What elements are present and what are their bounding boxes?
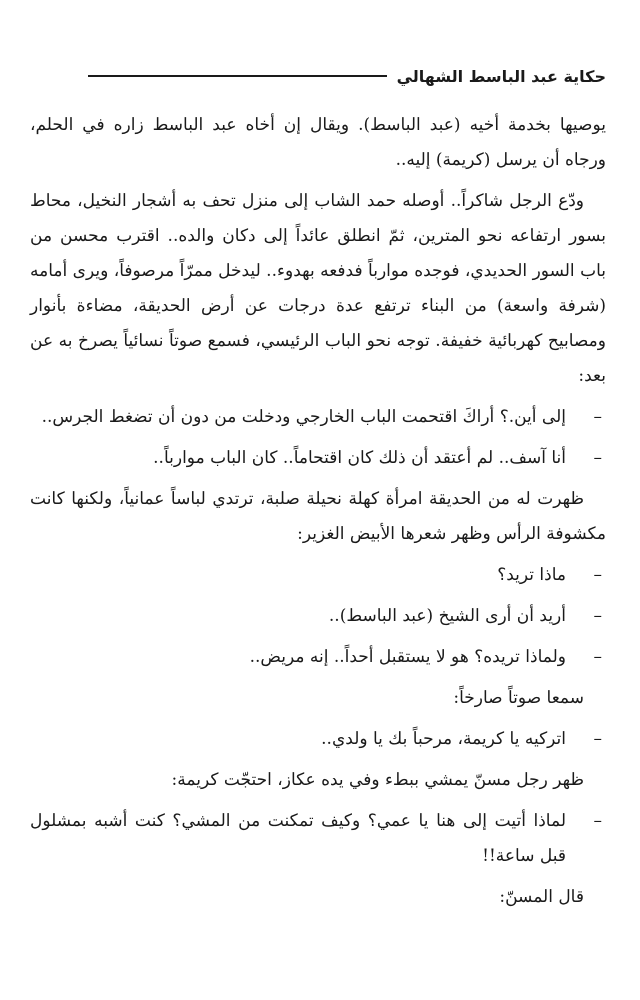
- paragraph: ودّع الرجل شاكراً.. أوصله حمد الشاب إلى منزل تحف به أشجار النخيل، محاط بسور ارتفاعه نحو المترين، ثمّ انطلق عائداً إلى دكان والده.. اقترب محسن من باب السور الحديدي، فوجده موارباً فدفعه بهدوء.. ليدخل ممرّاً مرصوفاً، ويرى أمامه (شرفة واسعة) من البناء ترتفع عدة درجات عن أرض الحديقة، مضاءة بأنوار ومصابيح كهربائية خفيفة. توجه نحو الباب الرئيسي، فسمع صوتاً نسائياً يصرخ به عن بعد:: [30, 191, 606, 386]
- paragraph: سمعا صوتاً صارخاً:: [453, 688, 584, 708]
- dialogue-text: أريد أن أرى الشيخ (عبد الباسط)..: [328, 606, 566, 626]
- dialogue-dash: –: [593, 606, 602, 626]
- dialogue-line: [30, 558, 606, 593]
- page-body: [30, 108, 606, 921]
- paragraph: قال المسنّ:: [499, 887, 584, 907]
- dialogue-text: لماذا أتيت إلى هنا يا عمي؟ وكيف تمكنت من المشي؟ كنت أشبه بمشلول قبل ساعة!!: [30, 811, 566, 866]
- dialogue-dash: –: [593, 647, 602, 667]
- dialogue-line: [30, 441, 606, 476]
- paragraph: ظهر رجل مسنّ يمشي ببطء وفي يده عكاز، احتجّت كريمة:: [171, 770, 584, 790]
- dialogue-text: ولماذا تريده؟ هو لا يستقبل أحداً.. إنه مريض..: [249, 647, 566, 667]
- dialogue-text: ماذا تريد؟: [497, 565, 566, 585]
- dialogue-line: [30, 599, 606, 634]
- paragraph-continued: يوصيها بخدمة أخيه (عبد الباسط). ويقال إن أخاه عبد الباسط زاره في الحلم، ورجاه أن يرسل (كريمة) إليه..: [30, 115, 606, 170]
- paragraph: ظهرت له من الحديقة امرأة كهلة نحيلة صلبة، ترتدي لباساً عمانياً، ولكنها كانت مكشوفة الرأس وظهر شعرها الأبيض الغزير:: [30, 489, 606, 544]
- dialogue-dash: –: [593, 565, 602, 585]
- dialogue-dash: –: [593, 448, 602, 468]
- dialogue-text: إلى أين.؟ أراكَ اقتحمت الباب الخارجي ودخلت من دون أن تضغط الجرس..: [41, 407, 566, 427]
- header-rule: [88, 75, 387, 77]
- dialogue-line: [30, 804, 606, 874]
- dialogue-dash: –: [593, 811, 602, 831]
- dialogue-dash: –: [593, 407, 602, 427]
- dialogue-text: اتركيه يا كريمة، مرحباً بك يا ولدي..: [321, 729, 566, 749]
- dialogue-line: [30, 640, 606, 675]
- dialogue-text: أنا آسف.. لم أعتقد أن ذلك كان اقتحاماً.. كان الباب موارباً..: [153, 448, 566, 468]
- dialogue-line: [30, 400, 606, 435]
- running-header: [88, 58, 606, 94]
- running-header-title: حكاية عبد الباسط الشهالي: [396, 66, 606, 86]
- dialogue-dash: –: [593, 729, 602, 749]
- dialogue-line: [30, 722, 606, 757]
